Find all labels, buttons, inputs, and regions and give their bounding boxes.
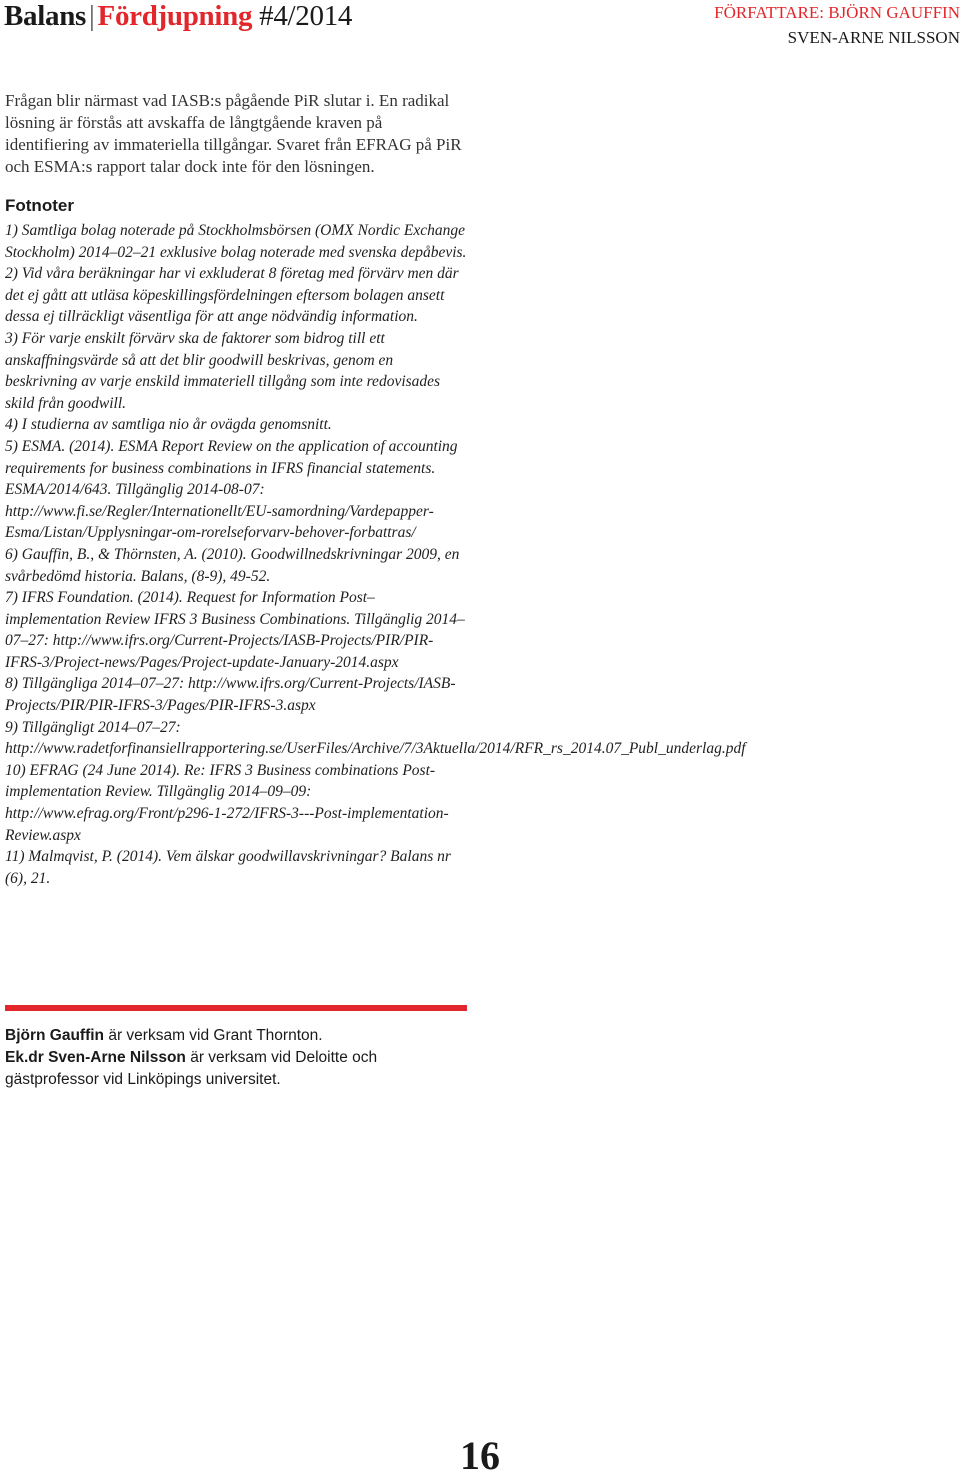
footnote: 1) Samtliga bolag noterade på Stockholmsbörsen (OMX Nordic Exchange Stockholm) 2014–02–21 exklusive bolag noterade med svenska depåbevis. bbox=[5, 222, 467, 261]
section-divider bbox=[5, 1005, 467, 1011]
section-name: Fördjupning bbox=[97, 0, 253, 32]
intro-paragraph: Frågan blir närmast vad IASB:s pågående PiR slutar i. En radikal lösning är förstås att avskaffa de långtgående kraven på identifiering av immateriella tillgångar. Svaret från EFRAG på PiR och ESMA:s rapport talar dock inte för den lösningen. bbox=[5, 91, 462, 176]
brand-name: Balans bbox=[4, 0, 87, 32]
bio-text-1: är verksam vid Grant Thornton. bbox=[104, 1027, 323, 1044]
page-number: 16 bbox=[460, 1433, 500, 1478]
author-2: SVEN-ARNE NILSSON bbox=[787, 28, 960, 47]
footnote: 2) Vid våra beräkningar har vi exkluderat 8 företag med förvärv men där det ej gått att utläsa köpeskillingsfördelningen eftersom bolagen ansett dessa ej tillräckligt väsentliga för att ange nödvändig information. bbox=[5, 265, 459, 326]
footnote: 4) I studierna av samtliga nio år ovägda genomsnitt. bbox=[5, 416, 332, 434]
masthead bbox=[4, 0, 352, 33]
footnote: 11) Malmqvist, P. (2014). Vem älskar goodwillavskrivningar? Balans nr (6), 21. bbox=[5, 848, 451, 887]
page-header bbox=[4, 0, 960, 60]
bio-name-1: Björn Gauffin bbox=[5, 1027, 105, 1044]
issue-number: #4/2014 bbox=[259, 0, 353, 32]
footnotes-heading: Fotnoter bbox=[5, 196, 74, 215]
footnote: 10) EFRAG (24 June 2014). Re: IFRS 3 Business combinations Post-implementation Review. Tillgänglig 2014–09–09: http://www.efrag.org/Front/p296-1-272/IFRS-3---Post-implementation-Review.aspx bbox=[5, 761, 449, 844]
footnote: 8) Tillgängliga 2014–07–27: http://www.ifrs.org/Current-Projects/IASB-Projects/PIR/PIR-IFRS-3/Pages/PIR-IFRS-3.aspx bbox=[5, 675, 456, 715]
author-bios bbox=[5, 1025, 475, 1091]
footnote: 7) IFRS Foundation. (2014). Request for Information Post–implementation Review IFRS 3 Business Combinations. Tillgänglig 2014–07–27: http://www.ifrs.org/Current-Projects/IASB-Projects/PIR/PIR-IFRS-3/Project-news/Pages/Project-update-January-2014.aspx bbox=[5, 589, 465, 671]
authors-block bbox=[714, 0, 960, 50]
bio-text-2: är verksam vid Deloitte och gästprofessor vid Linköpings universitet. bbox=[5, 1049, 378, 1088]
bio-author-1 bbox=[5, 1025, 475, 1047]
bio-name-2: Ek.dr Sven-Arne Nilsson bbox=[5, 1049, 186, 1066]
bio-author-2 bbox=[5, 1047, 475, 1091]
footnote: 6) Gauffin, B., & Thörnsten, A. (2010). Goodwillnedskrivningar 2009, en svårbedömd historia. Balans, (8-9), 49-52. bbox=[5, 545, 460, 585]
footnote: 5) ESMA. (2014). ESMA Report Review on the application of accounting requirements for business combinations in IFRS financial statements. ESMA/2014/643. Tillgänglig 2014-08-07: http://www.fi.se/Regler/Internationellt/EU-samordning/Vardepapper-Esma/Listan/Upplysningar-om-rorelseforvarv-behover-forbattras/ bbox=[5, 437, 458, 542]
author-1: BJÖRN GAUFFIN bbox=[828, 3, 960, 22]
footnote: 9) Tillgängligt 2014–07–27: http://www.radetforfinansiellrapportering.se/UserFiles/Archive/7/3Aktuella/2014/RFR_rs_2014.07_Publ_underlag.pdf bbox=[5, 718, 746, 758]
masthead-separator: | bbox=[89, 0, 95, 32]
footnotes-list bbox=[5, 220, 746, 889]
footnote: 3) För varje enskilt förvärv ska de faktorer som bidrog till ett anskaffningsvärde så att det blir goodwill beskrivas, genom en beskrivning av varje enskild immateriell tillgång som inte redovisades skild från goodwill. bbox=[5, 329, 441, 412]
authors-label: FÖRFATTARE: bbox=[714, 3, 824, 22]
